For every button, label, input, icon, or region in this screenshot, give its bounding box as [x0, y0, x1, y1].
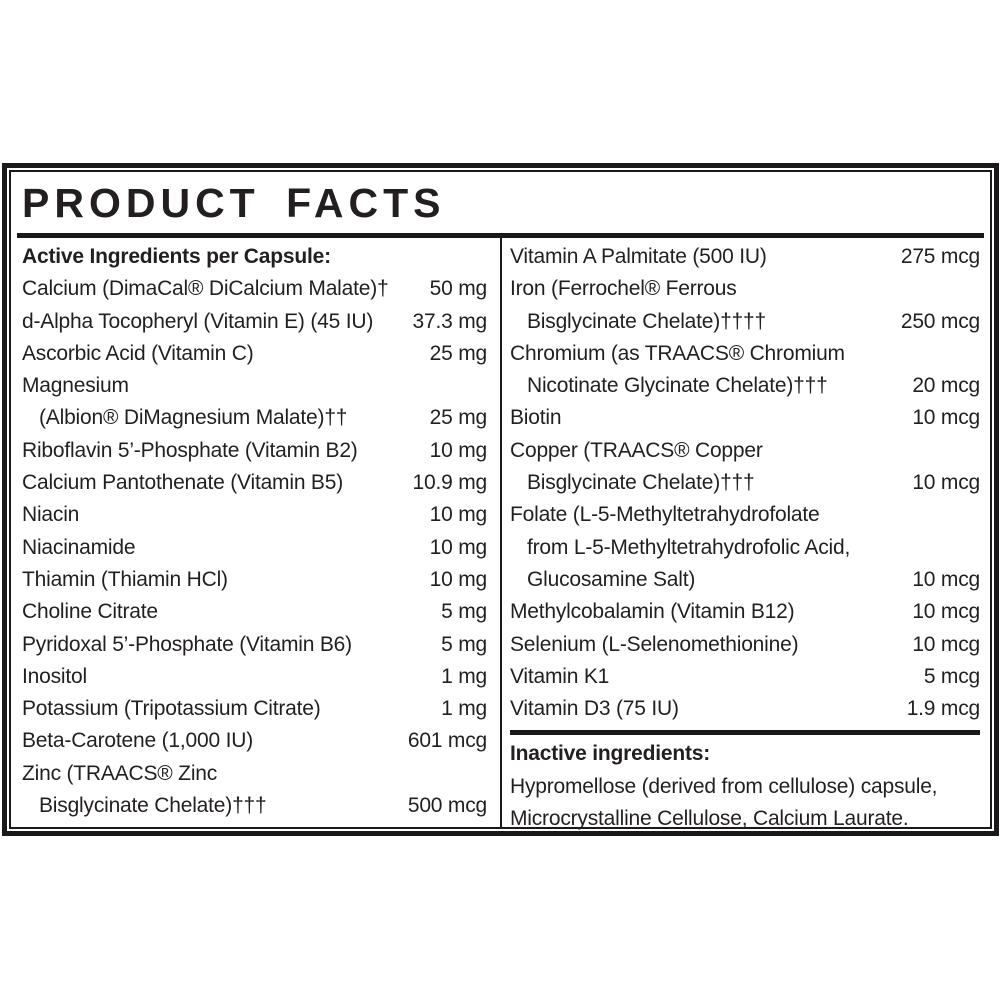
ingredient-row	[22, 273, 487, 305]
ingredient-row	[22, 532, 487, 564]
ingredient-amount: 10 mg	[429, 535, 487, 559]
ingredient-amount: 10 mg	[429, 438, 487, 462]
ingredient-amount: 10 mcg	[912, 471, 980, 495]
inactive-divider-rule	[510, 730, 980, 735]
ingredient-row	[22, 402, 487, 434]
ingredient-name: Nicotinate Glycinate Chelate)†††	[527, 374, 828, 398]
ingredient-name: Thiamin (Thiamin HCl)	[22, 567, 228, 591]
ingredient-name: Chromium (as TRAACS® Chromium	[510, 341, 845, 365]
ingredient-row	[510, 241, 980, 273]
ingredient-row	[510, 338, 980, 370]
ingredient-amount: 1 mg	[441, 697, 487, 721]
ingredient-name: Bisglycinate Chelate)†††	[39, 794, 267, 818]
ingredient-name: Potassium (Tripotassium Citrate)	[22, 697, 321, 721]
left-ingredient-list	[22, 273, 487, 822]
ingredient-name: Glucosamine Salt)	[527, 567, 696, 591]
right-column	[502, 238, 990, 831]
ingredient-row	[510, 370, 980, 402]
ingredient-row	[510, 306, 980, 338]
ingredient-name: Vitamin K1	[510, 664, 610, 688]
ingredient-amount: 1 mg	[441, 664, 487, 688]
ingredient-amount: 10.9 mg	[412, 471, 487, 495]
ingredient-name: Biotin	[510, 406, 562, 430]
ingredient-row	[22, 499, 487, 531]
ingredient-row	[22, 790, 487, 822]
ingredient-row	[22, 467, 487, 499]
ingredient-row	[510, 499, 980, 531]
ingredient-amount: 601 mcg	[407, 729, 487, 753]
ingredient-row	[510, 693, 980, 725]
ingredient-name: Inositol	[22, 664, 87, 688]
ingredient-row	[22, 758, 487, 790]
ingredient-name: Iron (Ferrochel® Ferrous	[510, 277, 737, 301]
ingredient-row	[22, 596, 487, 628]
ingredient-name: (Albion® DiMagnesium Malate)††	[39, 406, 348, 430]
ingredient-name: Magnesium	[22, 374, 129, 398]
ingredient-amount: 5 mcg	[923, 664, 980, 688]
ingredient-name: Niacin	[22, 503, 80, 527]
ingredient-name: Ascorbic Acid (Vitamin C)	[22, 341, 254, 365]
ingredient-row	[510, 435, 980, 467]
inactive-ingredient-line: Hypromellose (derived from cellulose) capsule,	[510, 774, 938, 798]
ingredient-name: Copper (TRAACS® Copper	[510, 438, 763, 462]
left-column	[11, 238, 502, 827]
ingredient-amount: 10 mg	[429, 567, 487, 591]
ingredient-columns	[11, 238, 990, 831]
ingredient-amount: 10 mcg	[912, 567, 980, 591]
ingredient-amount: 50 mg	[429, 277, 487, 301]
ingredient-row	[22, 564, 487, 596]
ingredient-amount: 10 mcg	[912, 406, 980, 430]
ingredient-name: Folate (L-5-Methyltetrahydrofolate	[510, 503, 820, 527]
ingredient-row	[510, 402, 980, 434]
ingredient-name: Pyridoxal 5’-Phosphate (Vitamin B6)	[22, 632, 352, 656]
ingredient-amount: 25 mg	[429, 341, 487, 365]
right-ingredient-list	[510, 241, 980, 725]
ingredient-row	[510, 532, 980, 564]
ingredient-amount: 5 mg	[441, 632, 487, 656]
ingredient-name: Zinc (TRAACS® Zinc	[22, 761, 218, 785]
ingredient-row	[22, 306, 487, 338]
ingredient-row	[22, 661, 487, 693]
ingredient-name: Niacinamide	[22, 535, 136, 559]
product-facts-label	[2, 163, 999, 836]
ingredient-name: Bisglycinate Chelate)††††	[527, 309, 766, 333]
ingredient-name: Calcium Pantothenate (Vitamin B5)	[22, 471, 344, 495]
ingredient-row	[22, 629, 487, 661]
ingredient-name: d-Alpha Tocopheryl (Vitamin E) (45 IU)	[22, 309, 374, 333]
ingredient-name: Methylcobalamin (Vitamin B12)	[510, 600, 795, 624]
ingredient-row	[510, 661, 980, 693]
ingredient-amount: 250 mcg	[900, 309, 980, 333]
ingredient-name: Vitamin D3 (75 IU)	[510, 697, 679, 721]
ingredient-amount: 10 mg	[429, 503, 487, 527]
ingredient-name: from L-5-Methyltetrahydrofolic Acid,	[527, 535, 851, 559]
ingredient-amount: 25 mg	[429, 406, 487, 430]
ingredient-amount: 275 mcg	[900, 245, 980, 268]
ingredient-row	[22, 338, 487, 370]
ingredient-row	[22, 725, 487, 757]
active-ingredients-heading: Active Ingredients per Capsule:	[22, 245, 331, 268]
ingredient-row	[22, 693, 487, 725]
inactive-ingredient-list	[510, 771, 980, 836]
inactive-ingredient-line: Microcrystalline Cellulose, Calcium Laurate.	[510, 807, 909, 831]
ingredient-name: Bisglycinate Chelate)†††	[527, 471, 755, 495]
ingredient-amount: 5 mg	[441, 600, 487, 624]
ingredient-amount: 500 mcg	[407, 794, 487, 818]
ingredient-row	[510, 596, 980, 628]
ingredient-name: Selenium (L-Selenomethionine)	[510, 632, 799, 656]
ingredient-name: Beta-Carotene (1,000 IU)	[22, 729, 253, 753]
ingredient-row	[22, 435, 487, 467]
ingredient-row	[510, 629, 980, 661]
ingredient-name: Riboflavin 5’-Phosphate (Vitamin B2)	[22, 438, 358, 462]
ingredient-amount: 10 mcg	[912, 600, 980, 624]
ingredient-row	[510, 273, 980, 305]
ingredient-row	[510, 564, 980, 596]
ingredient-row	[510, 467, 980, 499]
ingredient-name: Calcium (DimaCal® DiCalcium Malate)†	[22, 277, 389, 301]
ingredient-amount: 10 mcg	[912, 632, 980, 656]
page-title: PRODUCT FACTS	[22, 180, 446, 226]
ingredient-amount: 1.9 mcg	[906, 697, 980, 721]
ingredient-name: Vitamin A Palmitate (500 IU)	[510, 245, 767, 268]
ingredient-row	[22, 370, 487, 402]
ingredient-name: Choline Citrate	[22, 600, 158, 624]
ingredient-amount: 20 mcg	[912, 374, 980, 398]
inactive-ingredients-heading: Inactive ingredients:	[510, 742, 711, 766]
ingredient-amount: 37.3 mg	[412, 309, 487, 333]
label-inner-rule	[9, 170, 992, 829]
